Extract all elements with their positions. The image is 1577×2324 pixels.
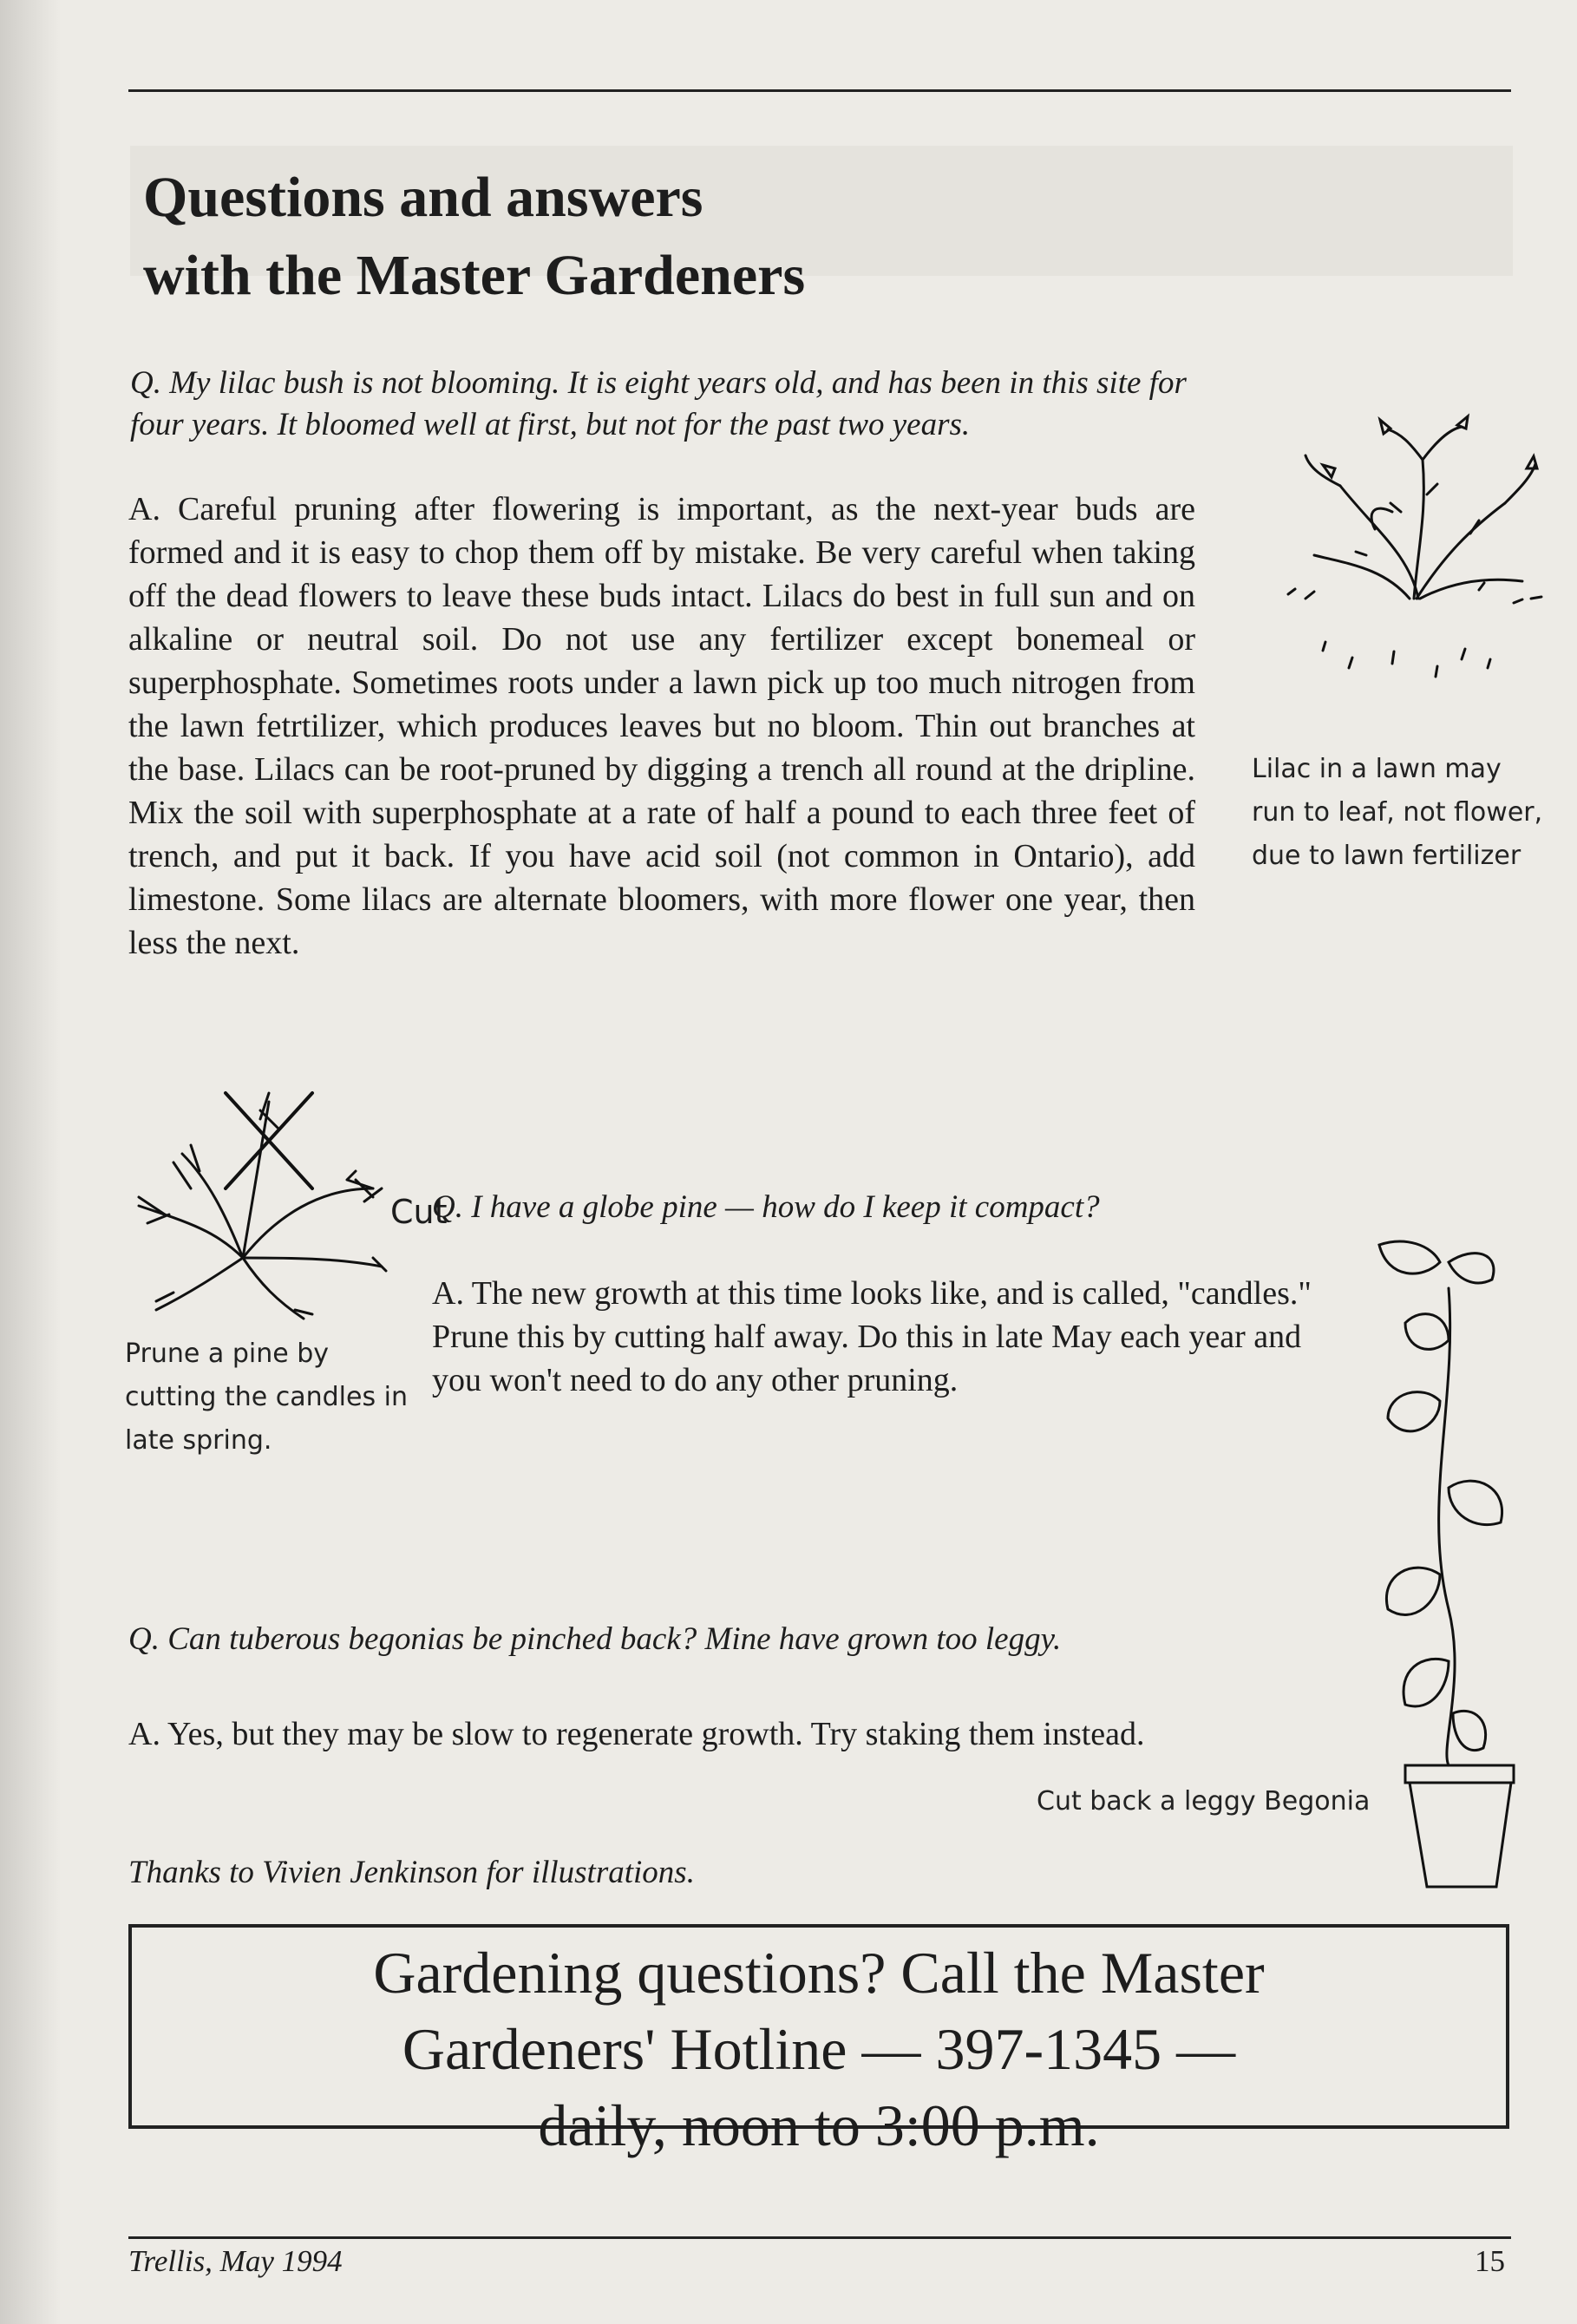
hotline-line-3: daily, noon to 3:00 p.m. <box>538 2092 1100 2158</box>
lilac-caption: Lilac in a lawn may run to leaf, not flower, due to lawn fertilizer <box>1252 754 1543 871</box>
hotline-line-2: Gardeners' Hotline — 397-1345 — <box>402 2016 1236 2082</box>
article-title <box>143 159 1184 315</box>
illustration-credits: Thanks to Vivien Jenkinson for illustrations. <box>128 1855 695 1890</box>
top-rule <box>128 89 1511 92</box>
question-begonia: Q. Can tuberous begonias be pinched back? Mine have grown too leggy. <box>128 1621 1062 1657</box>
lilac-drawing <box>1271 382 1566 729</box>
cut-label: Cut <box>390 1193 448 1231</box>
answer-begonia: A. Yes, but they may be slow to regenerate growth. Try staking them instead. <box>128 1716 1145 1752</box>
title-line-1: Questions and answers <box>143 166 703 229</box>
pine-caption: Prune a pine by cutting the candles in late spring. <box>125 1339 408 1456</box>
answer-globe-pine: A. The new growth at this time looks like, and is called, "candles." Prune this by cutting half away. Do this in late May each year and you won't need to do any other pruning. <box>432 1275 1312 1398</box>
hotline-box <box>128 1924 1509 2158</box>
page-number: 15 <box>1475 2244 1505 2278</box>
answer-lilac: A. Careful pruning after flowering is important, as the next-year buds are formed and it is easy to chop them off by mistake. Be very careful when taking off the dead flowers to leave these buds intact. Lilacs do best in full sun and on alkaline or neutral soil. Do not use any fertilizer except bonemeal or superphosphate. Sometimes roots under a lawn pick up too much nitrogen from the lawn fetrtilizer, which produces leaves but no bloom. Thin out branches at the base. Lilacs can be root-pruned by digging a trench all round at the dripline. Mix the soil with superphosphate at a rate of half a pound to each three feet of trench, and put it back. If you have acid soil (not common in Ontario), add limestone. Some lilacs are alternate bloomers, with more flower one year, then less the next. <box>128 491 1195 961</box>
question-globe-pine: Q. I have a globe pine — how do I keep it compact? <box>432 1189 1100 1225</box>
publication-footer: Trellis, May 1994 <box>128 2244 343 2278</box>
begonia-caption: Cut back a leggy Begonia <box>1037 1786 1371 1817</box>
page-gutter-shadow <box>0 0 61 2324</box>
globe-pine-drawing <box>121 1058 448 1327</box>
hotline-line-1: Gardening questions? Call the Master <box>373 1940 1265 2006</box>
bottom-rule <box>128 2236 1511 2239</box>
question-lilac: Q. My lilac bush is not blooming. It is eight years old, and has been in this site for four years. It bloomed well at first, but not for the past two years. <box>130 365 1187 442</box>
title-line-2: with the Master Gardeners <box>143 244 806 307</box>
